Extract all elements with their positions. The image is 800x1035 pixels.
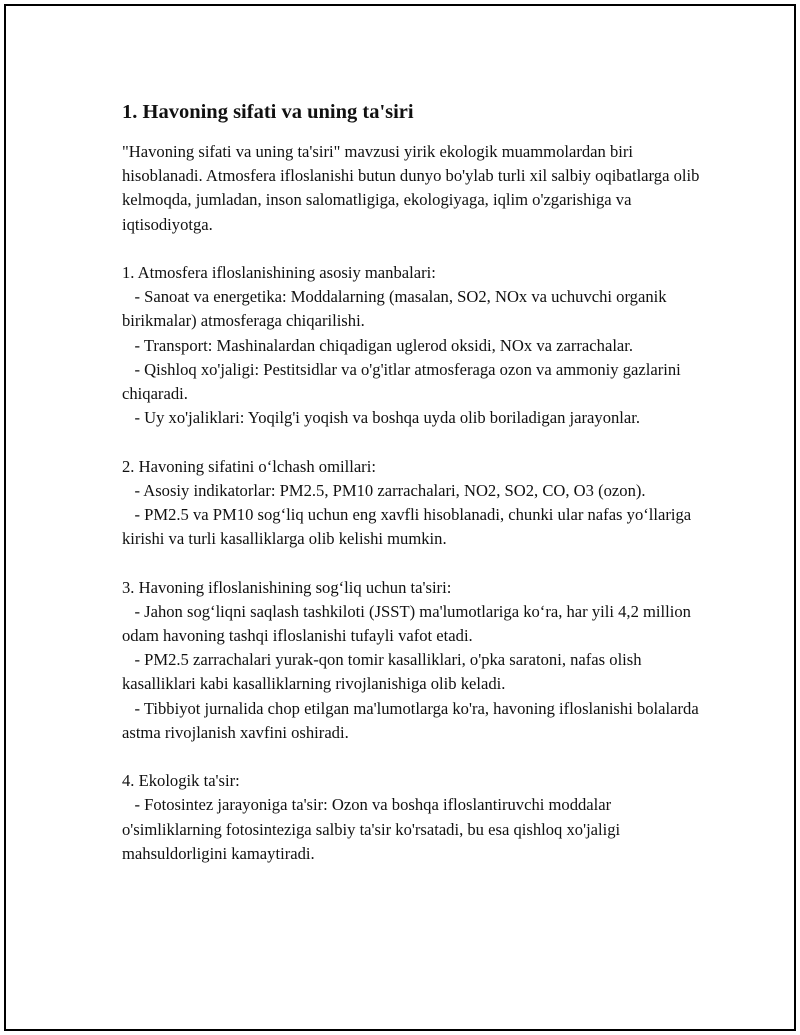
section-heading: 1. Atmosfera ifloslanishining asosiy manbalari: — [122, 263, 436, 282]
list-item: - Tibbiyot jurnalida chop etilgan ma'lumotlarga ko'ra, havoning ifloslanishi bolalarda astma rivojlanish xavfini oshiradi. — [122, 698, 699, 742]
intro-paragraph: "Havoning sifati va uning ta'siri" mavzusi yirik ekologik muammolardan biri hisoblanadi. Atmosfera ifloslanishi butun dunyo bo'ylab turli xil salbiy oqibatlarga olib kelmoqda, jumladan, inson salomatligiga, ekologiyaga, iqlim o'zgarishiga va iqtisodiyotga. — [122, 142, 700, 234]
document-body — [122, 98, 702, 866]
list-item: - Fotosintez jarayoniga ta'sir: Ozon va boshqa ifloslantiruvchi moddalar o'simliklarning fotosinteziga salbiy ta'sir ko'rsatadi, bu esa qishloq xo'jaligi mahsuldorligini kamaytiradi. — [122, 795, 621, 863]
list-item: - PM2.5 va PM10 sog‘liq uchun eng xavfli hisoblanadi, chunki ular nafas yo‘llariga kirishi va turli kasalliklarga olib kelishi mumkin. — [122, 505, 692, 549]
list-item: - Qishloq xo'jaligi: Pestitsidlar va o'g'itlar atmosferaga ozon va ammoniy gazlarini chiqaradi. — [122, 359, 681, 404]
section-heading: 4. Ekologik ta'sir: — [122, 771, 240, 791]
section-sources — [122, 261, 702, 430]
list-item: - Transport: Mashinalardan chiqadigan uglerod oksidi, NOx va zarrachalar. — [134, 335, 634, 355]
list-item: - Sanoat va energetika: Moddalarning (masalan, SO2, NOx va uchuvchi organik birikmalar) atmosferaga chiqarilishi. — [122, 287, 667, 331]
section-heading: 2. Havoning sifatini o‘lchash omillari: — [122, 456, 376, 476]
list-item: - PM2.5 zarrachalari yurak-qon tomir kasalliklari, o'pka saratoni, nafas olish kasalliklari kabi kasalliklarning rivojlanishiga olib keladi. — [122, 650, 642, 694]
list-item: - Asosiy indikatorlar: PM2.5, PM10 zarrachalari, NO2, SO2, CO, O3 (ozon). — [134, 480, 646, 500]
section-ecological-impact — [122, 769, 702, 866]
section-heading: 3. Havoning ifloslanishining sog‘liq uchun ta'siri: — [122, 577, 452, 597]
list-item: - Jahon sog‘liqni saqlash tashkiloti (JSST) ma'lumotlariga ko‘ra, har yili 4,2 million odam havoning tashqi ifloslanishi tufayli vafot etadi. — [122, 601, 691, 646]
list-item: - Uy xo'jaliklari: Yoqilg'i yoqish va boshqa uyda olib boriladigan jarayonlar. — [134, 408, 641, 428]
section-health-impact — [122, 576, 702, 745]
document-page — [4, 4, 796, 1031]
section-measurement — [122, 455, 702, 552]
document-title: 1. Havoning sifati va uning ta'siri — [122, 101, 414, 123]
